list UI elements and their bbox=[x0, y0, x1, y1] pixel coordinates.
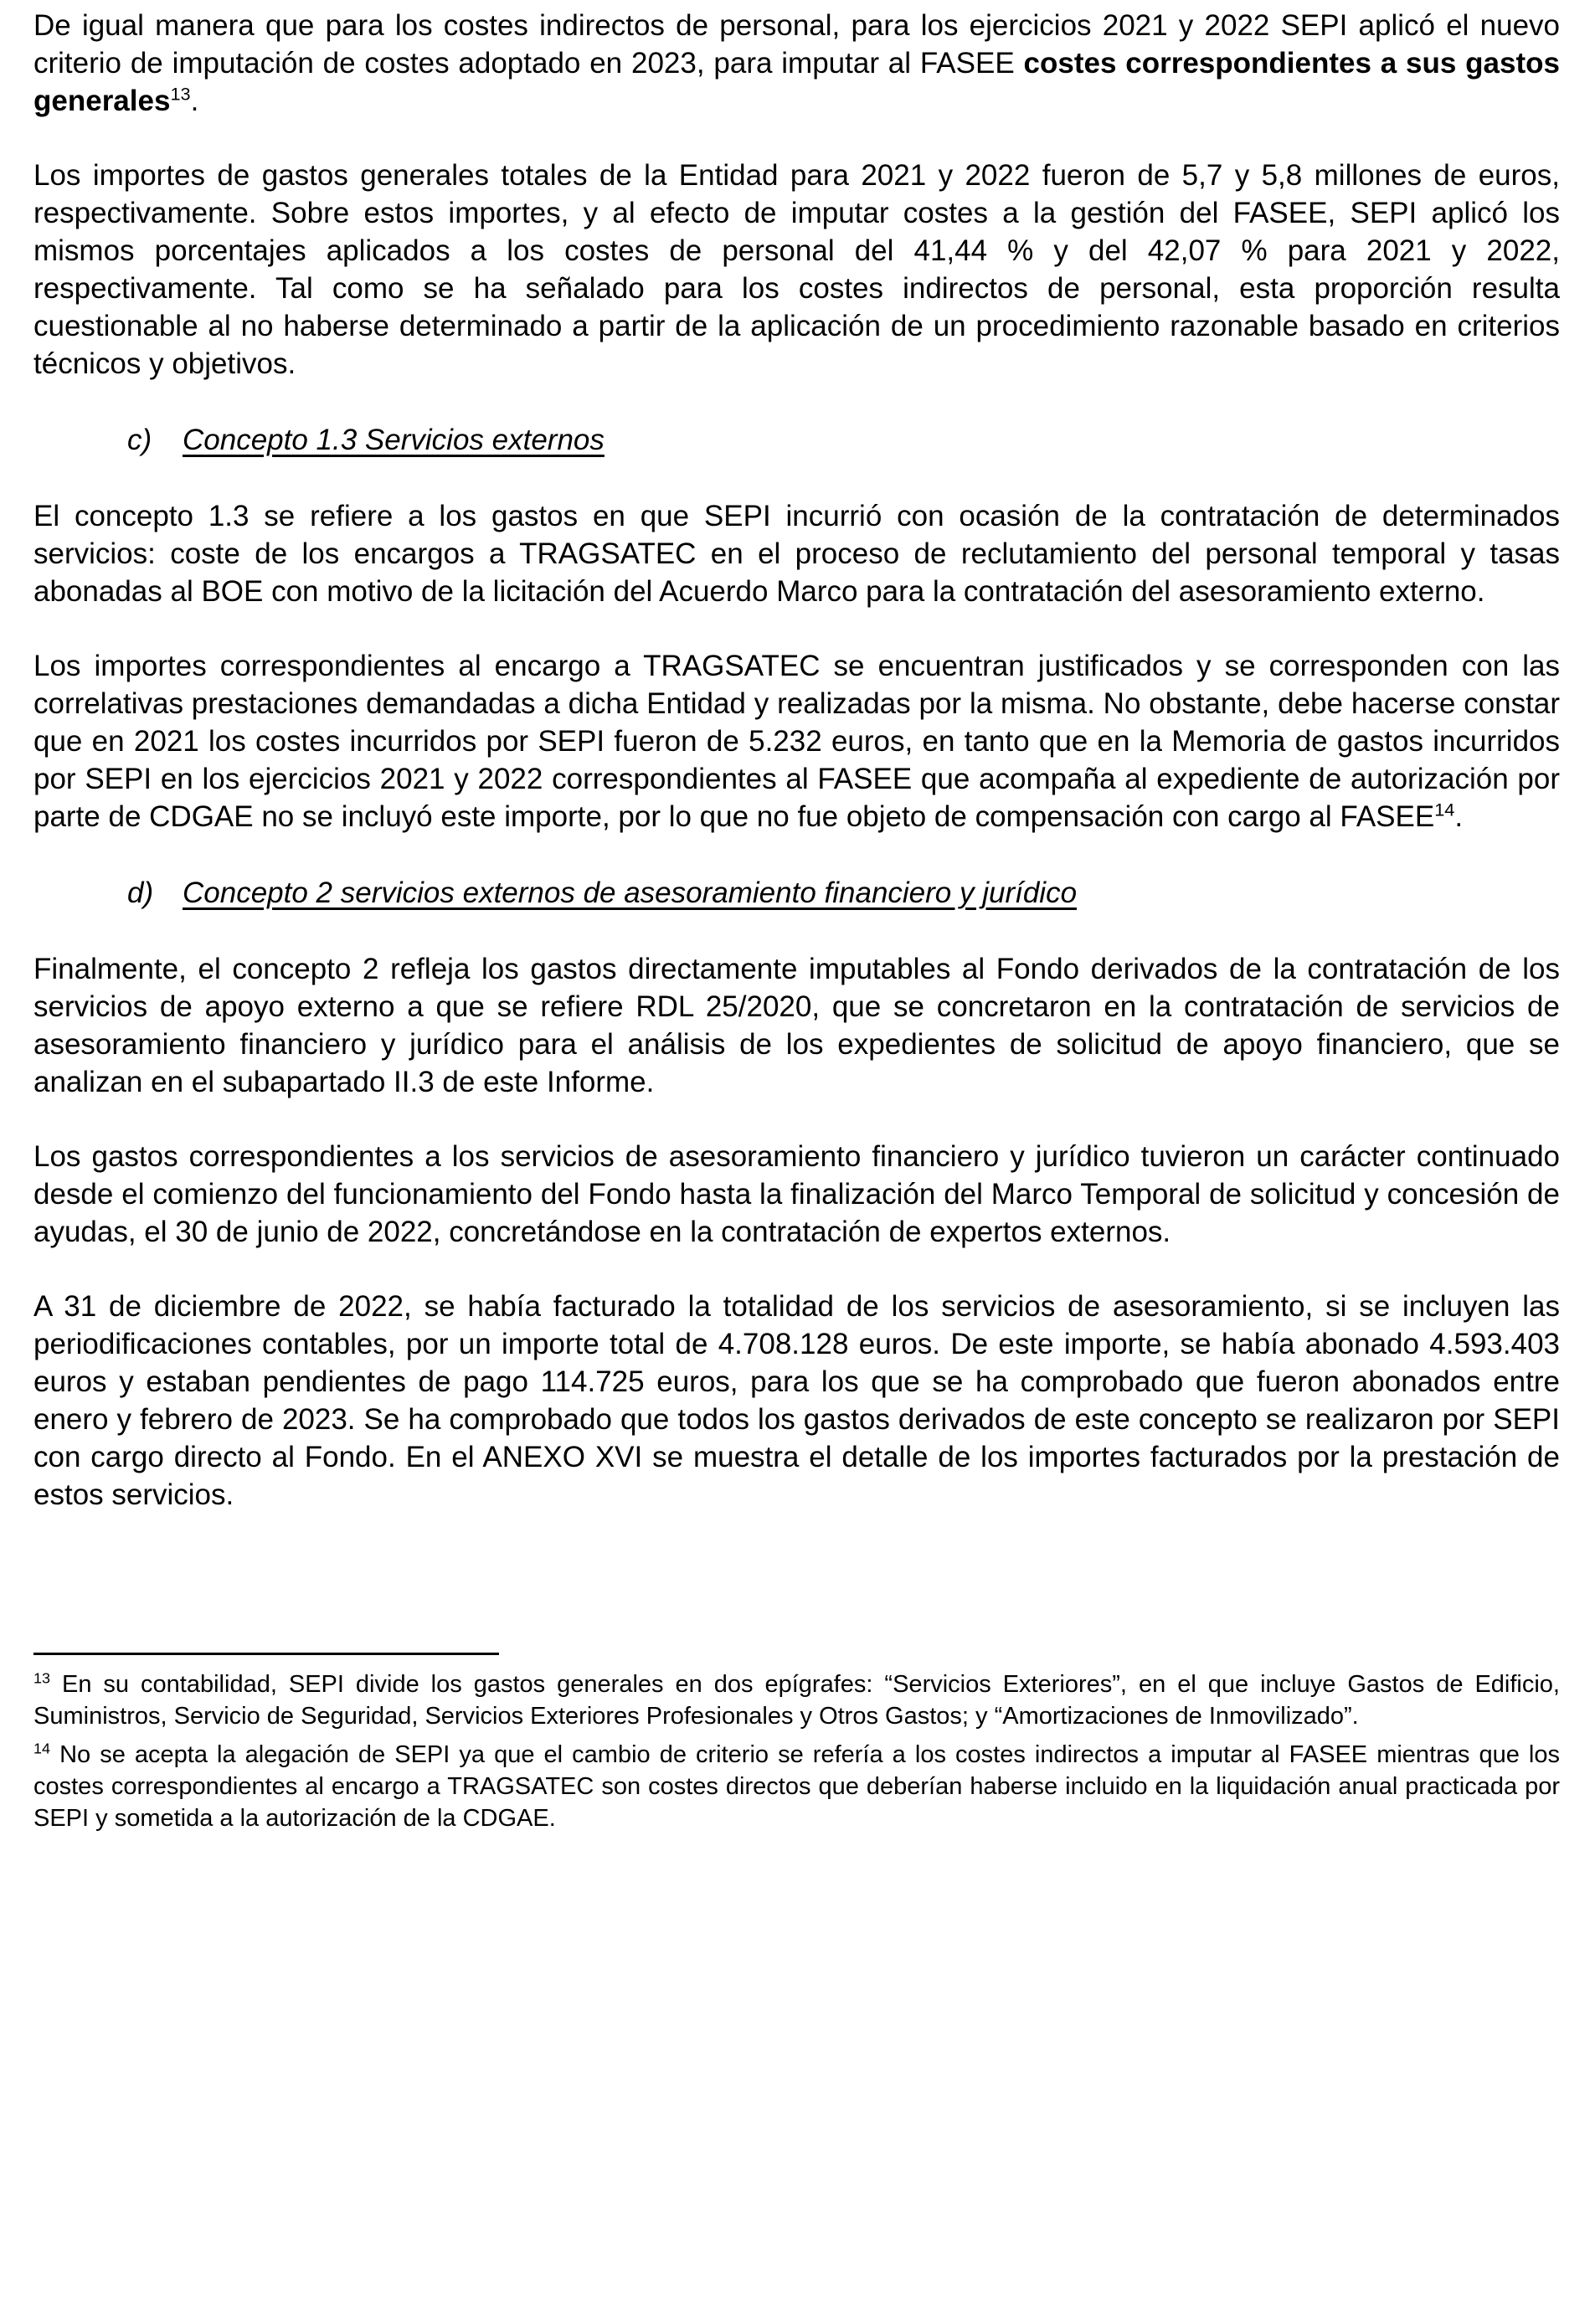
footnote-text: No se acepta la alegación de SEPI ya que el cambio de criterio se refería a los costes indirectos a imputar al FASEE mientras que los costes correspondientes al encargo a TRAGSATEC son costes directos que deberían haberse incluido en la liquidación anual practicada por SEPI y sometida a la autorización de la CDGAE. bbox=[33, 1741, 1560, 1832]
footnote-separator-rule bbox=[33, 1653, 499, 1655]
heading-concepto-1-3 bbox=[127, 421, 1560, 459]
paragraph-concepto-1-3-descripcion: El concepto 1.3 se refiere a los gastos en que SEPI incurrió con ocasión de la contratación de determinados servicios: coste de los encargos a TRAGSATEC en el proceso de reclutamiento del personal temporal y tasas abonadas al BOE con motivo de la licitación del Acuerdo Marco para la contratación del asesoramiento externo. bbox=[33, 500, 1560, 608]
heading-marker: d) bbox=[127, 877, 154, 909]
heading-concepto-2 bbox=[127, 874, 1560, 912]
footnote-ref-13: 13 bbox=[170, 83, 191, 105]
paragraph-text: Los importes correspondientes al encargo a TRAGSATEC se encuentran justificados y se corresponden con las correlativas prestaciones demandadas a dicha Entidad y realizadas por la misma. No obstante, debe hacerse constar que en 2021 los costes incurridos por SEPI fueron de 5.232 euros, en tanto que en la Memoria de gastos incurridos por SEPI en los ejercicios 2021 y 2022 correspondientes al FASEE que acompaña al expediente de autorización por parte de CDGAE no se incluyó este importe, por lo que no fue objeto de compensación con cargo al FASEE bbox=[33, 650, 1560, 833]
footnote-number: 14 bbox=[33, 1740, 50, 1757]
heading-title: Concepto 2 servicios externos de asesoramiento financiero y jurídico bbox=[183, 877, 1078, 909]
footnote-13 bbox=[33, 1668, 1560, 1732]
footnote-number: 13 bbox=[33, 1669, 50, 1687]
paragraph-concepto-2-descripcion: Finalmente, el concepto 2 refleja los gastos directamente imputables al Fondo derivados de la contratación de los servicios de apoyo externo a que se refiere RDL 25/2020, que se concretaron en la contratación de servicios de asesoramiento financiero y jurídico para el análisis de los expedientes de solicitud de apoyo financiero, que se analizan en el subapartado II.3 de este Informe. bbox=[33, 953, 1560, 1098]
heading-title: Concepto 1.3 Servicios externos bbox=[183, 424, 605, 456]
heading-marker: c) bbox=[127, 424, 152, 456]
paragraph-text: . bbox=[1454, 800, 1464, 833]
footnote-text: En su contabilidad, SEPI divide los gastos generales en dos epígrafes: “Servicios Exteriores”, en el que incluye Gastos de Edificio, Suministros, Servicio de Seguridad, Servicios Exteriores Profesionales y Otros Gastos; y “Amortizaciones de Inmovilizado”. bbox=[33, 1671, 1560, 1730]
paragraph-criterio-imputacion bbox=[33, 7, 1560, 120]
footnotes-section bbox=[33, 1653, 1560, 1841]
footnote-14 bbox=[33, 1739, 1560, 1834]
paragraph-text: De igual manera que para los costes indirectos de personal, para los ejercicios 2021 y 2022 SEPI aplicó el nuevo criterio de imputación de costes adoptado en 2023, para imputar al FASEE bbox=[33, 9, 1560, 80]
footnote-ref-14: 14 bbox=[1434, 799, 1455, 820]
bold-gastos-generales: costes correspondientes a sus gastos generales bbox=[33, 47, 1560, 117]
paragraph-caracter-continuado: Los gastos correspondientes a los servicios de asesoramiento financiero y jurídico tuvieron un carácter continuado desde el comienzo del funcionamiento del Fondo hasta la finalización del Marco Temporal de solicitud y concesión de ayudas, el 30 de junio de 2022, concretándose en la contratación de expertos externos. bbox=[33, 1140, 1560, 1248]
paragraph-importes-gastos-generales: Los importes de gastos generales totales de la Entidad para 2021 y 2022 fueron de 5,7 y 5,8 millones de euros, respectivamente. Sobre estos importes, y al efecto de imputar costes a la gestión del FASEE, SEPI aplicó los mismos porcentajes aplicados a los costes de personal del 41,44 % y del 42,07 % para 2021 y 2022, respectivamente. Tal como se ha señalado para los costes indirectos de personal, esta proporción resulta cuestionable al no haberse determinado a partir de la aplicación de un procedimiento razonable basado en criterios técnicos y objetivos. bbox=[33, 159, 1560, 380]
paragraph-text: . bbox=[190, 85, 199, 117]
paragraph-facturacion-total: A 31 de diciembre de 2022, se había facturado la totalidad de los servicios de asesoramiento, si se incluyen las periodificaciones contables, por un importe total de 4.708.128 euros. De este importe, se había abonado 4.593.403 euros y estaban pendientes de pago 114.725 euros, para los que se ha comprobado que fueron abonados entre enero y febrero de 2023. Se ha comprobado que todos los gastos derivados de este concepto se realizaron por SEPI con cargo directo al Fondo. En el ANEXO XVI se muestra el detalle de los importes facturados por la prestación de estos servicios. bbox=[33, 1290, 1560, 1511]
paragraph-encargo-tragsatec bbox=[33, 647, 1560, 836]
